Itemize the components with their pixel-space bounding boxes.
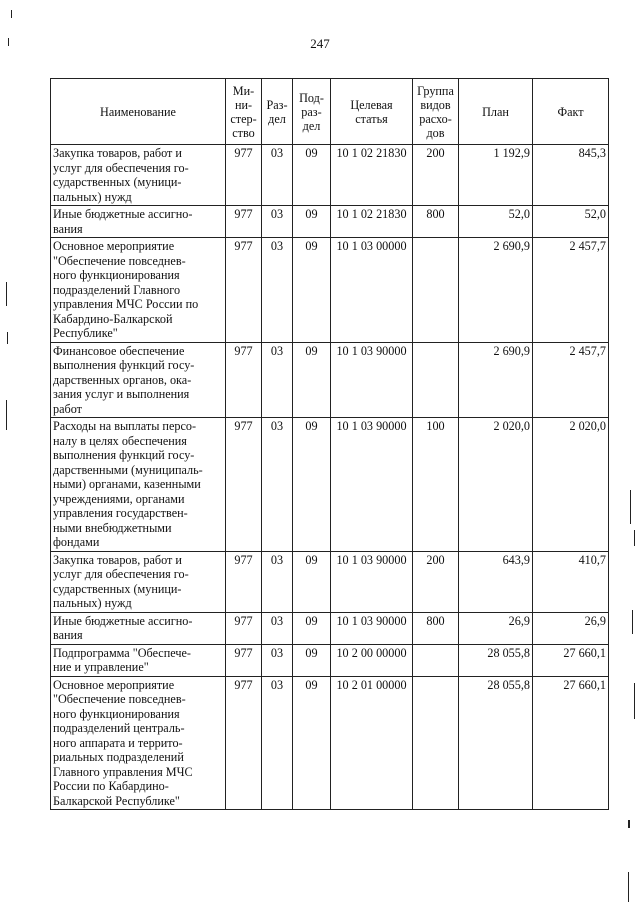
row-fact: 52,0 bbox=[533, 206, 609, 238]
table-header-row bbox=[51, 79, 609, 145]
row-ministry: 977 bbox=[226, 418, 262, 552]
table-row bbox=[51, 145, 609, 206]
table-row bbox=[51, 206, 609, 238]
scan-mark bbox=[6, 282, 7, 306]
row-subsection: 09 bbox=[293, 238, 331, 343]
table-row bbox=[51, 551, 609, 612]
scan-mark bbox=[7, 332, 8, 344]
row-section: 03 bbox=[262, 342, 293, 418]
row-name: Финансовое обеспечение выполнения функций госу- дарственных органов, ока- зания услуг и выполнения работ bbox=[51, 342, 226, 418]
row-fact: 2 457,7 bbox=[533, 238, 609, 343]
row-fact: 27 660,1 bbox=[533, 676, 609, 810]
scan-mark bbox=[634, 530, 635, 546]
row-ministry: 977 bbox=[226, 145, 262, 206]
row-section: 03 bbox=[262, 644, 293, 676]
row-section: 03 bbox=[262, 206, 293, 238]
row-target: 10 1 02 21830 bbox=[331, 206, 413, 238]
row-target: 10 2 00 00000 bbox=[331, 644, 413, 676]
row-plan: 2 690,9 bbox=[459, 342, 533, 418]
row-group bbox=[413, 238, 459, 343]
row-target: 10 1 03 90000 bbox=[331, 418, 413, 552]
row-target: 10 1 03 90000 bbox=[331, 342, 413, 418]
row-section: 03 bbox=[262, 145, 293, 206]
row-subsection: 09 bbox=[293, 551, 331, 612]
scan-mark bbox=[6, 400, 7, 430]
row-name: Закупка товаров, работ и услуг для обеспечения го- сударственных (муници- пальных) нужд bbox=[51, 551, 226, 612]
row-group bbox=[413, 342, 459, 418]
table-row bbox=[51, 612, 609, 644]
row-plan: 643,9 bbox=[459, 551, 533, 612]
scan-mark bbox=[634, 683, 635, 719]
row-fact: 2 020,0 bbox=[533, 418, 609, 552]
row-fact: 27 660,1 bbox=[533, 644, 609, 676]
row-name: Иные бюджетные ассигно- вания bbox=[51, 612, 226, 644]
row-subsection: 09 bbox=[293, 206, 331, 238]
header-section: Раз- дел bbox=[262, 79, 293, 145]
row-subsection: 09 bbox=[293, 145, 331, 206]
scan-mark bbox=[628, 872, 629, 902]
row-group: 200 bbox=[413, 145, 459, 206]
row-group: 200 bbox=[413, 551, 459, 612]
row-plan: 1 192,9 bbox=[459, 145, 533, 206]
table-row bbox=[51, 342, 609, 418]
row-plan: 26,9 bbox=[459, 612, 533, 644]
scan-mark bbox=[8, 38, 9, 46]
header-ministry: Ми- ни- стер- ство bbox=[226, 79, 262, 145]
header-fact: Факт bbox=[533, 79, 609, 145]
row-section: 03 bbox=[262, 551, 293, 612]
page-number: 247 bbox=[310, 36, 330, 51]
row-name: Основное мероприятие "Обеспечение повседнев- ного функционирования подразделений Главного управления МЧС России по Кабардино-Балкарской Республике" bbox=[51, 238, 226, 343]
row-plan: 2 690,9 bbox=[459, 238, 533, 343]
row-target: 10 1 02 21830 bbox=[331, 145, 413, 206]
header-subsection: Под- раз- дел bbox=[293, 79, 331, 145]
header-expense-group: Группа видов расхо- дов bbox=[413, 79, 459, 145]
table-row bbox=[51, 676, 609, 810]
header-name: Наименование bbox=[51, 79, 226, 145]
row-ministry: 977 bbox=[226, 238, 262, 343]
row-plan: 28 055,8 bbox=[459, 676, 533, 810]
row-ministry: 977 bbox=[226, 342, 262, 418]
row-ministry: 977 bbox=[226, 551, 262, 612]
table-row bbox=[51, 644, 609, 676]
row-plan: 2 020,0 bbox=[459, 418, 533, 552]
row-section: 03 bbox=[262, 612, 293, 644]
row-name: Расходы на выплаты персо- налу в целях обеспечения выполнения функций госу- дарственными (муниципаль- ными) органами, казенными учреждениями, органами управления государствен- ными внебюджетными фондами bbox=[51, 418, 226, 552]
row-group: 800 bbox=[413, 206, 459, 238]
scan-mark bbox=[630, 490, 631, 524]
row-fact: 26,9 bbox=[533, 612, 609, 644]
row-fact: 2 457,7 bbox=[533, 342, 609, 418]
row-ministry: 977 bbox=[226, 206, 262, 238]
row-ministry: 977 bbox=[226, 676, 262, 810]
row-target: 10 1 03 00000 bbox=[331, 238, 413, 343]
row-name: Иные бюджетные ассигно- вания bbox=[51, 206, 226, 238]
row-subsection: 09 bbox=[293, 644, 331, 676]
scan-mark bbox=[632, 610, 633, 634]
row-group: 800 bbox=[413, 612, 459, 644]
table-row bbox=[51, 238, 609, 343]
row-plan: 28 055,8 bbox=[459, 644, 533, 676]
row-subsection: 09 bbox=[293, 342, 331, 418]
row-ministry: 977 bbox=[226, 612, 262, 644]
row-section: 03 bbox=[262, 676, 293, 810]
row-group bbox=[413, 644, 459, 676]
scan-mark bbox=[11, 10, 12, 18]
header-plan: План bbox=[459, 79, 533, 145]
row-section: 03 bbox=[262, 418, 293, 552]
row-subsection: 09 bbox=[293, 676, 331, 810]
row-fact: 845,3 bbox=[533, 145, 609, 206]
row-name: Закупка товаров, работ и услуг для обеспечения го- сударственных (муници- пальных) нужд bbox=[51, 145, 226, 206]
row-target: 10 1 03 90000 bbox=[331, 551, 413, 612]
row-plan: 52,0 bbox=[459, 206, 533, 238]
row-subsection: 09 bbox=[293, 418, 331, 552]
row-fact: 410,7 bbox=[533, 551, 609, 612]
row-group bbox=[413, 676, 459, 810]
header-target: Целевая статья bbox=[331, 79, 413, 145]
row-name: Подпрограмма "Обеспече- ние и управление" bbox=[51, 644, 226, 676]
row-target: 10 2 01 00000 bbox=[331, 676, 413, 810]
row-section: 03 bbox=[262, 238, 293, 343]
row-ministry: 977 bbox=[226, 644, 262, 676]
row-name: Основное мероприятие "Обеспечение повседнев- ного функционирования подразделений централь- ного аппарата и террито- риальных подразделений Главного управления МЧС России по Кабардино- Балкарской Республике" bbox=[51, 676, 226, 810]
scan-mark bbox=[628, 820, 630, 828]
row-target: 10 1 03 90000 bbox=[331, 612, 413, 644]
row-group: 100 bbox=[413, 418, 459, 552]
table-row bbox=[51, 418, 609, 552]
row-subsection: 09 bbox=[293, 612, 331, 644]
budget-table bbox=[50, 78, 609, 810]
